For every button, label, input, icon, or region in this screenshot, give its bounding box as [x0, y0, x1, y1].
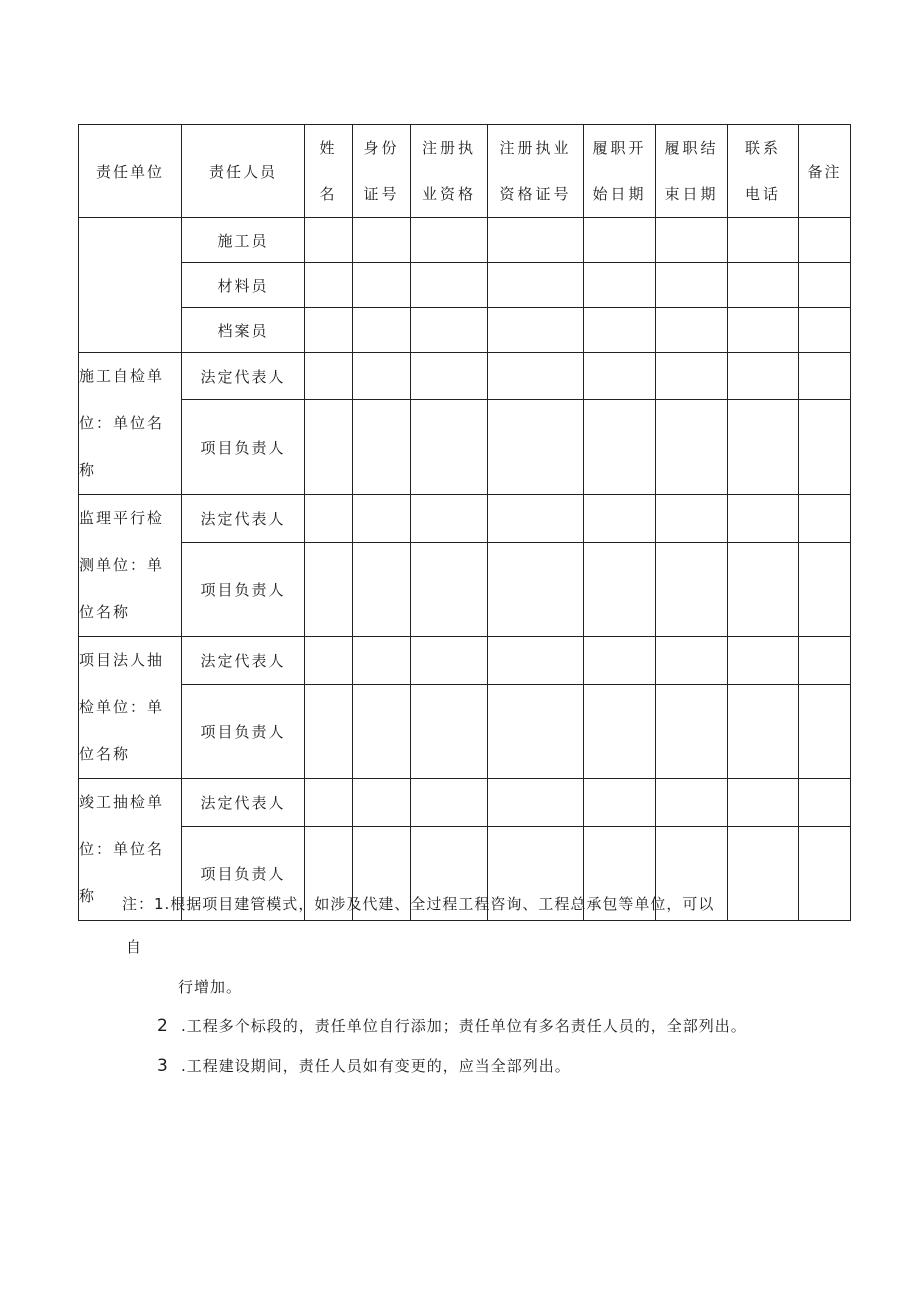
note-line-2 — [157, 1015, 747, 1036]
header-name: 姓 名 — [305, 125, 353, 218]
role-cell: 项目负责人 — [182, 400, 305, 495]
note-number-3: 3 — [157, 1056, 169, 1076]
header-phone: 联系 电话 — [728, 125, 799, 218]
role-cell: 施工员 — [182, 218, 305, 263]
role-cell: 档案员 — [182, 308, 305, 353]
unit-cell: 项目法人抽 检单位：单 位名称 — [79, 637, 182, 779]
header-row — [79, 125, 851, 218]
header-start-date: 履职开 始日期 — [584, 125, 656, 218]
role-cell: 法定代表人 — [182, 779, 305, 827]
table-row — [79, 400, 851, 495]
table-row — [79, 353, 851, 400]
header-id-no: 身份 证号 — [353, 125, 411, 218]
header-person: 责任人员 — [182, 125, 305, 218]
unit-cell: 施工自检单 位：单位名 称 — [79, 353, 182, 495]
note-line-1b: 自 — [126, 938, 143, 956]
table-row — [79, 263, 851, 308]
unit-cell: 监理平行检 测单位：单 位名称 — [79, 495, 182, 637]
table-row — [79, 308, 851, 353]
note-line-3 — [157, 1055, 571, 1076]
role-cell: 法定代表人 — [182, 353, 305, 400]
role-cell: 法定代表人 — [182, 495, 305, 543]
role-cell: 法定代表人 — [182, 637, 305, 685]
header-unit: 责任单位 — [79, 125, 182, 218]
table-row — [79, 637, 851, 685]
note-text-3: .工程建设期间，责任人员如有变更的，应当全部列出。 — [181, 1057, 571, 1075]
header-reg-cert: 注册执业 资格证号 — [488, 125, 584, 218]
note-text-2: .工程多个标段的，责任单位自行添加；责任单位有多名责任人员的，全部列出。 — [181, 1017, 747, 1035]
table-row — [79, 779, 851, 827]
table-row — [79, 495, 851, 543]
unit-cell: 竣工抽检单 位：单位名 称 — [79, 779, 182, 921]
table-row — [79, 684, 851, 778]
table-row — [79, 218, 851, 263]
header-end-date: 履职结 束日期 — [656, 125, 728, 218]
role-cell: 项目负责人 — [182, 684, 305, 778]
role-cell: 项目负责人 — [182, 542, 305, 636]
note-line-1c: 行增加。 — [178, 978, 243, 996]
responsibility-table — [78, 124, 851, 921]
table-row — [79, 542, 851, 636]
note-number-2: 2 — [157, 1016, 169, 1036]
unit-cell-empty — [79, 218, 182, 353]
note-line-1: 注：1.根据项目建管模式，如涉及代建、全过程工程咨询、工程总承包等单位，可以 — [122, 895, 715, 913]
role-cell: 项目负责人 — [182, 826, 305, 920]
header-reg-qual: 注册执 业资格 — [411, 125, 488, 218]
header-remark: 备注 — [799, 125, 851, 218]
role-cell: 材料员 — [182, 263, 305, 308]
